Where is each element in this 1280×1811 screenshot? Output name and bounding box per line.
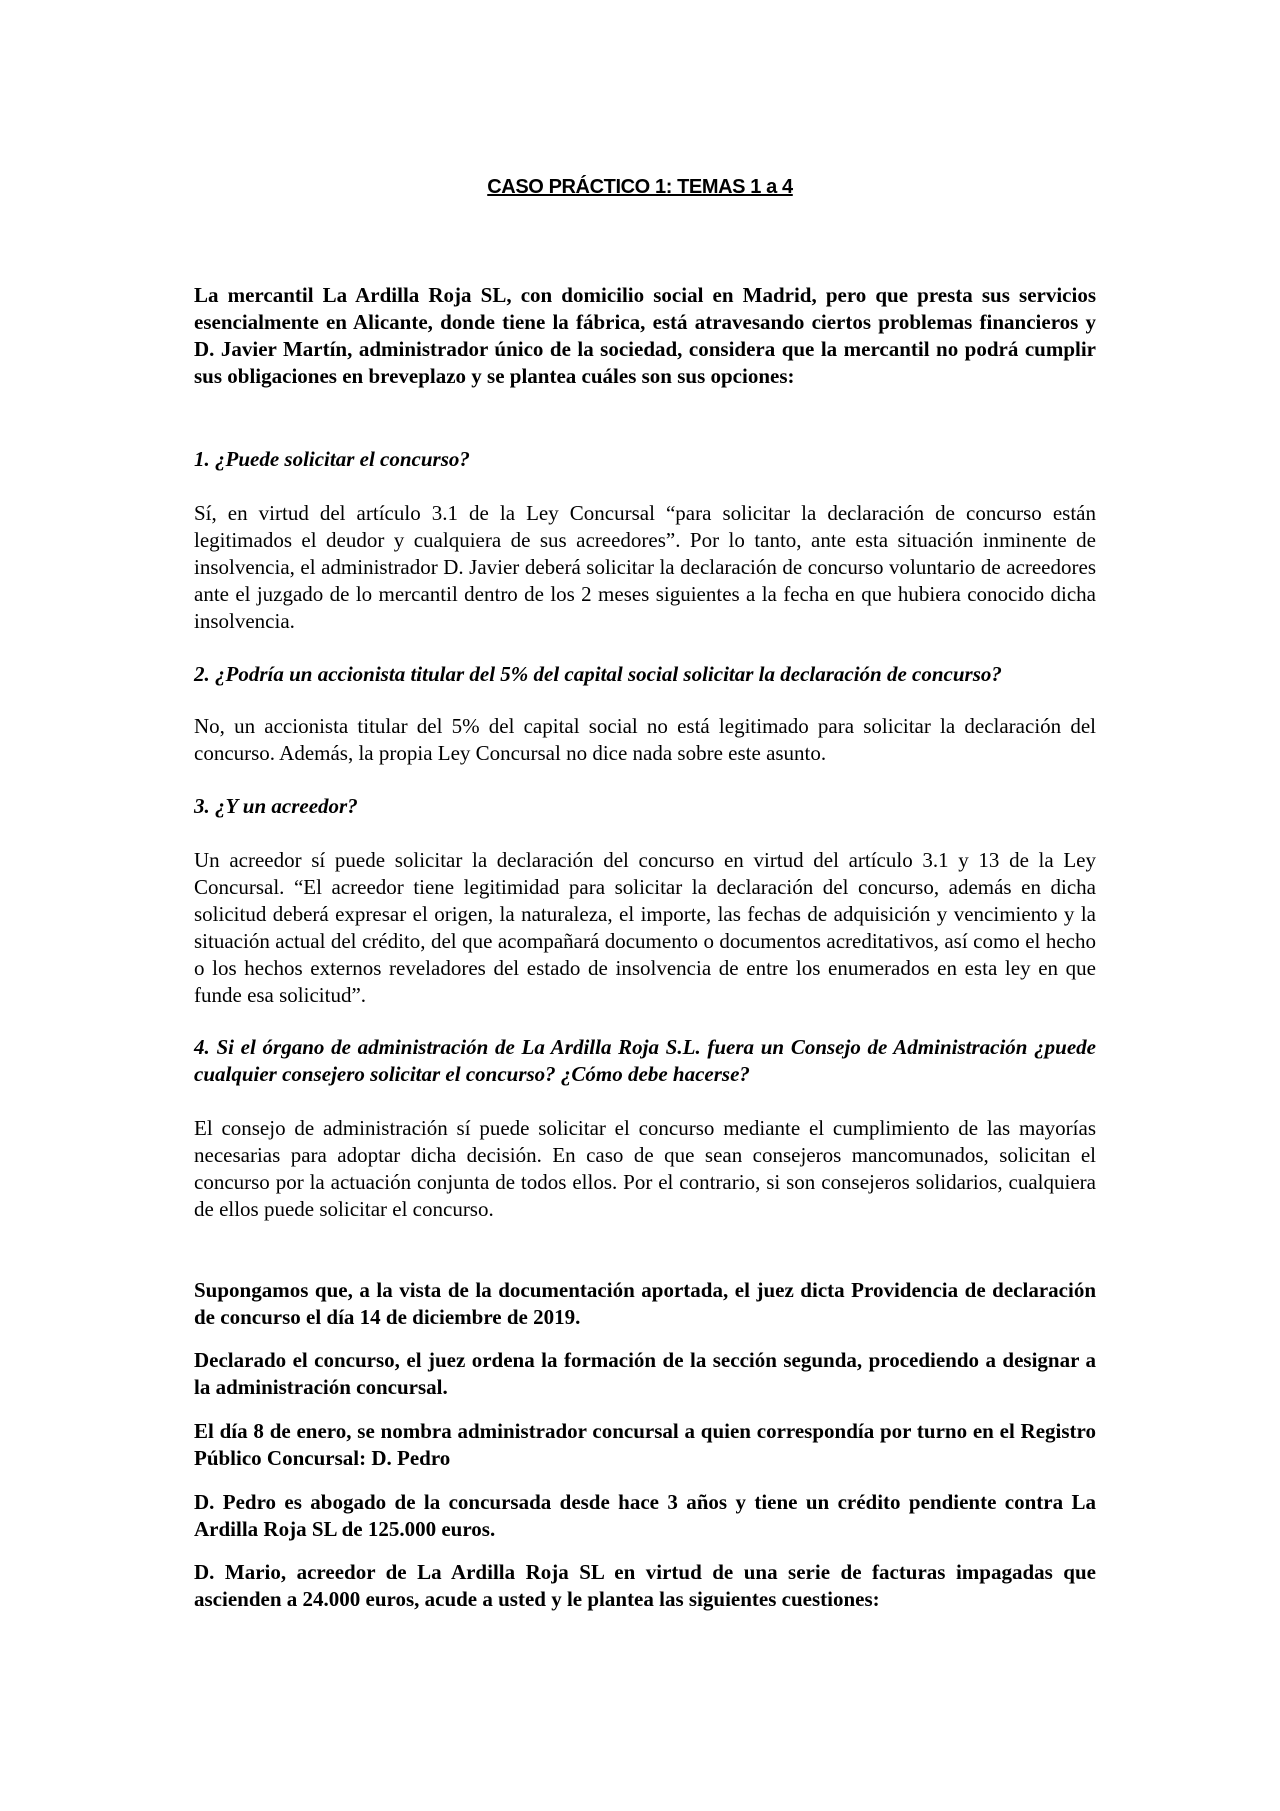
question-4: 4. Si el órgano de administración de La Ardilla Roja S.L. fuera un Consejo de Administración ¿puede cualquier consejero solicitar el concurso? ¿Cómo debe hacerse? <box>194 1035 1096 1086</box>
paragraph-seccion-segunda: Declarado el concurso, el juez ordena la formación de la sección segunda, procediendo a designar a la administración concursal. <box>194 1348 1096 1399</box>
paragraph-providencia: Supongamos que, a la vista de la documentación aportada, el juez dicta Providencia de declaración de concurso el día 14 de diciembre de 2019. <box>194 1278 1096 1329</box>
intro-paragraph: La mercantil La Ardilla Roja SL, con domicilio social en Madrid, pero que presta sus servicios esencialmente en Alicante, donde tiene la fábrica, está atravesando ciertos problemas financieros y D. Javier Martín, administrador único de la sociedad, considera que la mercantil no podrá cumplir sus obligaciones en breveplazo y se plantea cuáles son sus opciones: <box>194 283 1096 388</box>
answer-2: No, un accionista titular del 5% del capital social no está legitimado para solicitar la declaración del concurso. Además, la propia Ley Concursal no dice nada sobre este asunto. <box>194 714 1096 765</box>
answer-4: El consejo de administración sí puede solicitar el concurso mediante el cumplimiento de las mayorías necesarias para adoptar dicha decisión. En caso de que sean consejeros mancomunados, solicitan el concurso por la actuación conjunta de todos ellos. Por el contrario, si son consejeros solidarios, cualquiera de ellos puede solicitar el concurso. <box>194 1116 1096 1221</box>
paragraph-d-pedro: D. Pedro es abogado de la concursada desde hace 3 años y tiene un crédito pendiente contra La Ardilla Roja SL de 125.000 euros. <box>194 1490 1096 1541</box>
answer-1: Sí, en virtud del artículo 3.1 de la Ley Concursal “para solicitar la declaración de concurso están legitimados el deudor y cualquiera de sus acreedores”. Por lo tanto, ante esta situación inminente de insolvencia, el administrador D. Javier deberá solicitar la declaración de concurso voluntario de acreedores ante el juzgado de lo mercantil dentro de los 2 meses siguientes a la fecha en que hubiera conocido dicha insolvencia. <box>194 501 1096 633</box>
document-title: CASO PRÁCTICO 1: TEMAS 1 a 4 <box>487 176 793 198</box>
question-3: 3. ¿Y un acreedor? <box>194 794 358 818</box>
paragraph-d-mario: D. Mario, acreedor de La Ardilla Roja SL en virtud de una serie de facturas impagadas que ascienden a 24.000 euros, acude a usted y le plantea las siguientes cuestiones: <box>194 1560 1096 1611</box>
question-1: 1. ¿Puede solicitar el concurso? <box>194 447 470 471</box>
question-2: 2. ¿Podría un accionista titular del 5% del capital social solicitar la declaración de concurso? <box>194 662 1002 686</box>
answer-3: Un acreedor sí puede solicitar la declaración del concurso en virtud del artículo 3.1 y 13 de la Ley Concursal. “El acreedor tiene legitimidad para solicitar la declaración del concurso, además en dicha solicitud deberá expresar el origen, la naturaleza, el importe, las fechas de adquisición y vencimiento y la situación actual del crédito, del que acompañará documento o documentos acreditativos, así como el hecho o los hechos externos reveladores del estado de insolvencia de entre los enumerados en esta ley en que funde esa solicitud”. <box>194 848 1096 1007</box>
paragraph-nombramiento: El día 8 de enero, se nombra administrador concursal a quien correspondía por turno en el Registro Público Concursal: D. Pedro <box>194 1419 1096 1470</box>
